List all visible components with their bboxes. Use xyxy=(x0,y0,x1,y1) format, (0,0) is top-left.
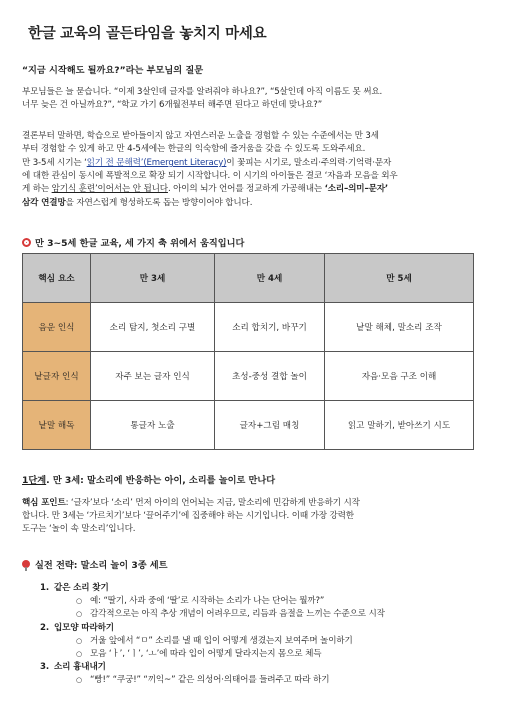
table-cell: 읽고 말하기, 받아쓰기 시도 xyxy=(325,401,474,450)
table-key-cell: 음운 인식 xyxy=(23,303,91,352)
table-header-cell: 만 5세 xyxy=(325,254,474,303)
paragraph-intro: 부모님들은 늘 묻습니다. “이제 3살인데 글자를 알려줘야 하나요?”, “5살인데 아직 이름도 못 써요. 너무 늦은 건 아닐까요?”, “학교 가기 6개월전부터 해주면 된다고 하던데 맞나요?” xyxy=(22,87,383,111)
table-cell: 낱말 해체, 말소리 조작 xyxy=(325,303,474,352)
section-heading-question: “지금 시작해도 될까요?”라는 부모님의 질문 xyxy=(22,65,204,76)
table-header-row xyxy=(23,254,474,303)
table-header-cell: 핵심 요소 xyxy=(23,254,91,303)
table-cell: 초성-중성 결합 놀이 xyxy=(215,352,325,401)
section-heading-strategy: 실전 전략: 말소리 놀이 3종 세트 xyxy=(22,557,168,571)
list-subitem: ○ 거울 앞에서 “ㅁ” 소리를 낼 때 입이 어떻게 생겼는지 보여주며 놀이하기 xyxy=(76,635,353,646)
table-row xyxy=(23,303,474,352)
table-cell: 소리 탐지, 첫소리 구별 xyxy=(91,303,215,352)
table-row xyxy=(23,401,474,450)
section-heading-step1: 1단계. 만 3세: 말소리에 반응하는 아이, 소리를 놀이로 만나다 xyxy=(22,475,276,486)
table-cell: 통글자 노출 xyxy=(91,401,215,450)
list-subitem: ○ 예: “딸기, 사과 중에 ‘딸’로 시작하는 소리가 나는 단어는 뭘까?” xyxy=(76,596,325,607)
dart-icon xyxy=(22,238,31,247)
emergent-literacy-link[interactable]: 읽기 전 문해력’(Emergent Literacy) xyxy=(86,158,227,168)
table-header-cell: 만 3세 xyxy=(91,254,215,303)
development-table xyxy=(22,253,474,450)
page-title: 한글 교육의 골든타임을 놓치지 마세요 xyxy=(28,26,267,42)
paragraph-literacy: 만 3-5세 시기는 ‘읽기 전 문해력’(Emergent Literacy)이 꽃피는 시기로, 말소리·주의력·기억력·문자 에 대한 관심이 동시에 폭발적으로 확장 되기 시작합니다. 이 시기의 아이들은 결코 ‘자음과 모음을 외우 게 하는 암기식 훈련’이어서는 안 됩니다. 아이의 뇌가 언어를 정교하게 가공해내는 ‘소리–의미–문자’ 삼각 연결망을 자연스럽게 형성하도록 돕는 방향이어야 합니다. xyxy=(22,158,398,208)
list-subitem: ○ “빵!” “쿠궁!” “끼익~” 같은 의성어·의태어를 들려주고 따라 하기 xyxy=(76,675,330,686)
list-item: 3. 소리 흉내내기 xyxy=(40,662,106,673)
table-key-cell: 낱말 해독 xyxy=(23,401,91,450)
list-item: 2. 입모양 따라하기 xyxy=(40,622,114,633)
table-key-cell: 낱글자 인식 xyxy=(23,352,91,401)
table-header-cell: 만 4세 xyxy=(215,254,325,303)
paragraph-conclusion: 결론부터 말하면, 학습으로 받아들이지 않고 자연스러운 노출을 경험할 수 있는 수준에서는 만 3세 부터 경험할 수 있게 하고 만 4-5세에는 한글의 익숙함에 즐거움을 갖을 수 있도록 도와주세요. xyxy=(22,131,379,155)
table-row xyxy=(23,352,474,401)
table-cell: 글자+그림 매칭 xyxy=(215,401,325,450)
section-heading-three-axes: 만 3~5세 한글 교육, 세 가지 축 위에서 움직입니다 xyxy=(22,235,244,249)
table-cell: 자음·모음 구조 이해 xyxy=(325,352,474,401)
table-cell: 소리 합치기, 바꾸기 xyxy=(215,303,325,352)
strategy-list xyxy=(40,582,385,688)
list-subitem: ○ 모음 ‘ㅏ’, ‘ㅣ’, ‘ㅗ’에 따라 입이 어떻게 달라지는지 몸으로 체득 xyxy=(76,649,322,660)
list-subitem: ○ 감각적으로는 아직 추상 개념이 어려우므로, 리듬과 음절을 느끼는 수준으로 시작 xyxy=(76,609,385,620)
pushpin-icon xyxy=(22,560,30,568)
paragraph-key-point: 핵심 포인트: ‘글자’보다 ‘소리’ 먼저 아이의 언어뇌는 지금, 말소리에 민감하게 반응하기 시작 합니다. 만 3세는 ‘가르치기’보다 ‘끌어주기’에 집중해야 하는 시기입니다. 이때 가장 강력한 도구는 ‘놀이 속 말소리’입니다. xyxy=(22,498,360,535)
list-item: 1. 같은 소리 찾기 xyxy=(40,583,109,593)
table-cell: 자주 보는 글자 인식 xyxy=(91,352,215,401)
